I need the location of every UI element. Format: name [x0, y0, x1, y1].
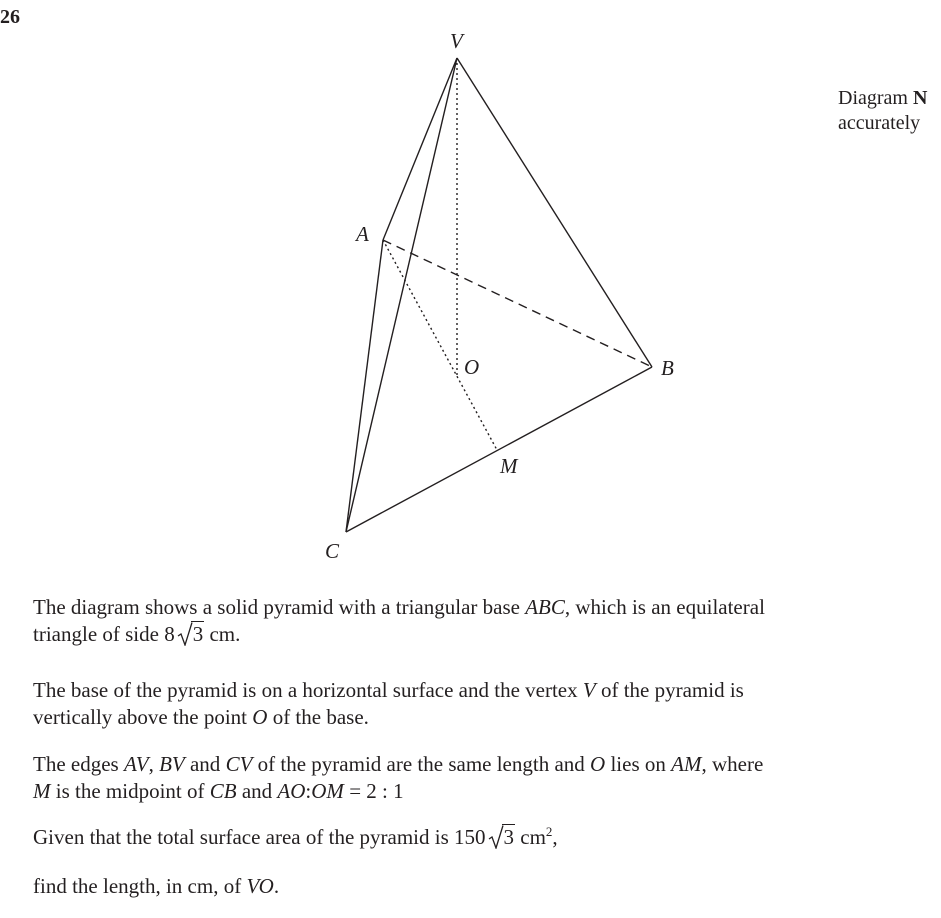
edge-VC — [346, 58, 457, 532]
p2-text-a: The base of the pyramid is on a horizontal surface and the vertex — [33, 678, 583, 702]
paragraph-3 — [33, 751, 933, 805]
p2-v: V — [582, 678, 596, 702]
p3-ratio-value: = 2 : 1 — [343, 779, 404, 803]
note-text: Diagram — [838, 87, 913, 109]
label-A: A — [356, 222, 369, 246]
paragraph-4 — [33, 824, 933, 851]
median-AM-dotted — [383, 240, 497, 450]
paragraph-2 — [33, 677, 933, 731]
label-B: B — [661, 356, 674, 380]
p3-text-a: The edges — [33, 752, 124, 776]
p3-ratio-lhs: AO — [277, 779, 306, 803]
p3-am: AM — [671, 752, 702, 776]
p1-text-c: triangle of side — [33, 622, 165, 646]
p3-text-d: lies on — [605, 752, 672, 776]
p1-radicand: 3 — [192, 622, 204, 646]
label-V: V — [450, 29, 463, 53]
note-line-2: accurately — [838, 112, 921, 134]
paragraph-1 — [33, 594, 933, 648]
p1-unit: cm. — [204, 622, 241, 646]
edge-VA — [383, 58, 457, 240]
p3-text-f: is the midpoint of — [50, 779, 210, 803]
p1-coef: 8 — [164, 622, 175, 646]
p5-end: . — [273, 874, 280, 898]
label-O: O — [464, 355, 480, 379]
p2-o: O — [252, 705, 268, 729]
p3-m: M — [33, 779, 51, 803]
p2-text-d: of the base. — [267, 705, 369, 729]
p3-cv: CV — [225, 752, 253, 776]
p3-av: AV — [123, 752, 149, 776]
p4-radicand: 3 — [503, 825, 515, 849]
edge-VB — [457, 58, 652, 367]
sqrt-sign — [488, 824, 516, 851]
paragraph-5 — [33, 873, 933, 900]
p4-exponent: 2 — [545, 824, 553, 839]
p4-coef: 150 — [454, 825, 486, 849]
question-number: 26 — [0, 6, 20, 28]
p5-vo: VO — [246, 874, 274, 898]
p1-text-a: The diagram shows a solid pyramid with a triangular base — [33, 595, 526, 619]
p5-text-a: find the length, in cm, of — [33, 874, 247, 898]
p3-sep: , — [148, 752, 160, 776]
p3-text-e: , where — [701, 752, 764, 776]
p3-bv: BV — [159, 752, 185, 776]
p1-text-b: , which is an equilateral — [564, 595, 765, 619]
p3-o: O — [590, 752, 606, 776]
p2-text-c: vertically above the point — [33, 705, 253, 729]
p3-text-c: of the pyramid are the same length and — [252, 752, 591, 776]
p3-ratio-rhs: OM — [311, 779, 344, 803]
p3-text-g: and — [236, 779, 278, 803]
label-C: C — [325, 539, 340, 563]
p4-end: , — [552, 825, 558, 849]
sqrt-sign — [177, 621, 205, 648]
p3-text-b: and — [184, 752, 226, 776]
p3-colon: : — [305, 779, 312, 803]
label-M: M — [500, 454, 518, 478]
p4-text-a: Given that the total surface area of the pyramid is — [33, 825, 455, 849]
edge-AC — [346, 240, 383, 532]
p4-unit: cm — [515, 825, 546, 849]
edge-CB — [346, 367, 652, 532]
note-bold-text: N — [912, 87, 928, 109]
p2-text-b: of the pyramid is — [595, 678, 744, 702]
p3-cb: CB — [209, 779, 237, 803]
p1-abc: ABC — [525, 595, 565, 619]
